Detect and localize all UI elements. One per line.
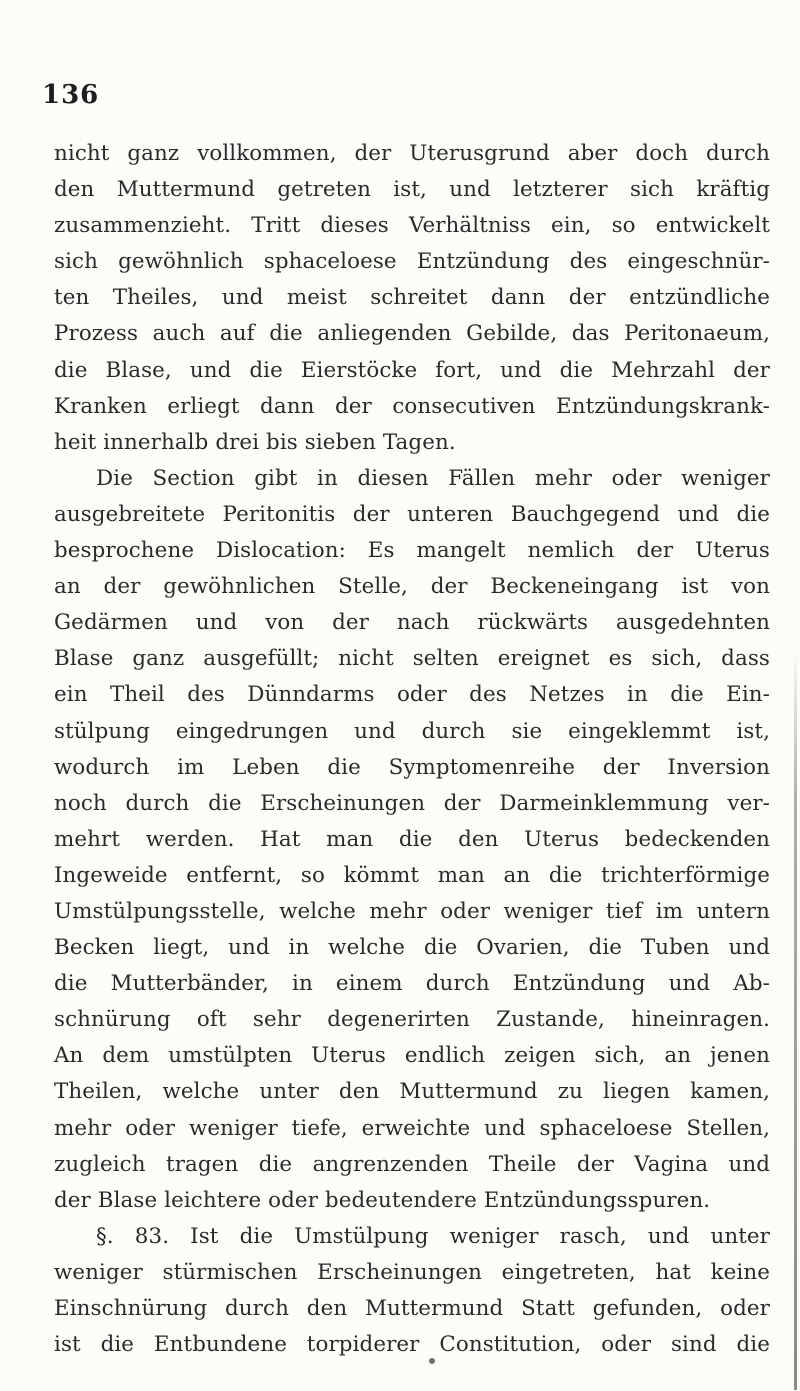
text-line: ten Theiles, und meist schreitet dann der entzündliche xyxy=(54,285,770,311)
text-line: mehrt werden. Hat man die den Uterus bedeckenden xyxy=(54,826,770,852)
text-line: stülpung eingedrungen und durch sie eingeklemmt ist, xyxy=(54,718,770,744)
text-line: nicht ganz vollkommen, der Uterusgrund aber doch durch xyxy=(54,141,770,166)
page-number: 136 xyxy=(42,80,100,110)
paragraph-start-line: Die Section gibt in diesen Fällen mehr oder weniger xyxy=(96,465,770,491)
text-line: Einschnürung durch den Muttermund Statt gefunden, oder xyxy=(54,1296,770,1321)
text-line: mehr oder weniger tiefe, erweichte und sphaceloese Stellen, xyxy=(54,1115,770,1141)
text-line: sich gewöhnlich sphaceloese Entzündung des eingeschnür- xyxy=(54,249,770,275)
ink-speck xyxy=(429,1358,435,1364)
text-line: weniger stürmischen Erscheinungen eingetreten, hat keine xyxy=(54,1259,770,1285)
text-line: Prozess auch auf die anliegenden Gebilde, das Peritonaeum, xyxy=(54,321,770,347)
text-line: ein Theil des Dünndarms oder des Netzes in die Ein- xyxy=(54,682,770,708)
text-line: ausgebreitete Peritonitis der unteren Bauchgegend und die xyxy=(54,501,770,527)
text-line: An dem umstülpten Uterus endlich zeigen sich, an jenen xyxy=(54,1043,770,1069)
text-line: die Mutterbänder, in einem durch Entzündung und Ab- xyxy=(54,971,770,997)
text-line: Kranken erliegt dann der consecutiven Entzündungskrank- xyxy=(54,393,770,419)
text-line: Becken liegt, und in welche die Ovarien, die Tuben und xyxy=(54,935,770,961)
text-line: Umstülpungsstelle, welche mehr oder weniger tief im untern xyxy=(54,898,770,924)
text-line: der Blase leichtere oder bedeutendere Entzündungsspuren. xyxy=(54,1187,711,1213)
text-line: den Muttermund getreten ist, und letzterer sich kräftig xyxy=(54,177,770,203)
text-line: Ingeweide entfernt, so kömmt man an die trichterförmige xyxy=(54,862,770,888)
text-line: Gedärmen und von der nach rückwärts ausgedehnten xyxy=(54,610,770,636)
text-line: Blase ganz ausgefüllt; nicht selten ereignet es sich, dass xyxy=(54,646,770,672)
text-line: schnürung oft sehr degenerirten Zustande, hineinragen. xyxy=(54,1007,770,1033)
text-line: zusammenzieht. Tritt dieses Verhältniss ein, so entwickelt xyxy=(54,213,770,239)
text-line: besprochene Dislocation: Es mangelt nemlich der Uterus xyxy=(54,538,770,564)
text-line: wodurch im Leben die Symptomenreihe der Inversion xyxy=(54,754,770,780)
text-line: Theilen, welche unter den Muttermund zu liegen kamen, xyxy=(54,1079,770,1105)
section-start-line: §. 83. Ist die Umstülpung weniger rasch, und unter xyxy=(96,1223,770,1249)
text-line: noch durch die Erscheinungen der Darmeinklemmung ver- xyxy=(54,790,770,816)
text-line: heit innerhalb drei bis sieben Tagen. xyxy=(54,429,456,455)
text-line: ist die Entbundene torpiderer Constitution, oder sind die xyxy=(54,1332,770,1358)
body-text xyxy=(54,136,770,1363)
page-edge-shadow xyxy=(794,650,797,1390)
text-line: zugleich tragen die angrenzenden Theile der Vagina und xyxy=(54,1151,770,1177)
text-line: an der gewöhnlichen Stelle, der Beckeneingang ist von xyxy=(54,574,770,600)
text-line: die Blase, und die Eierstöcke fort, und die Mehrzahl der xyxy=(54,357,770,383)
